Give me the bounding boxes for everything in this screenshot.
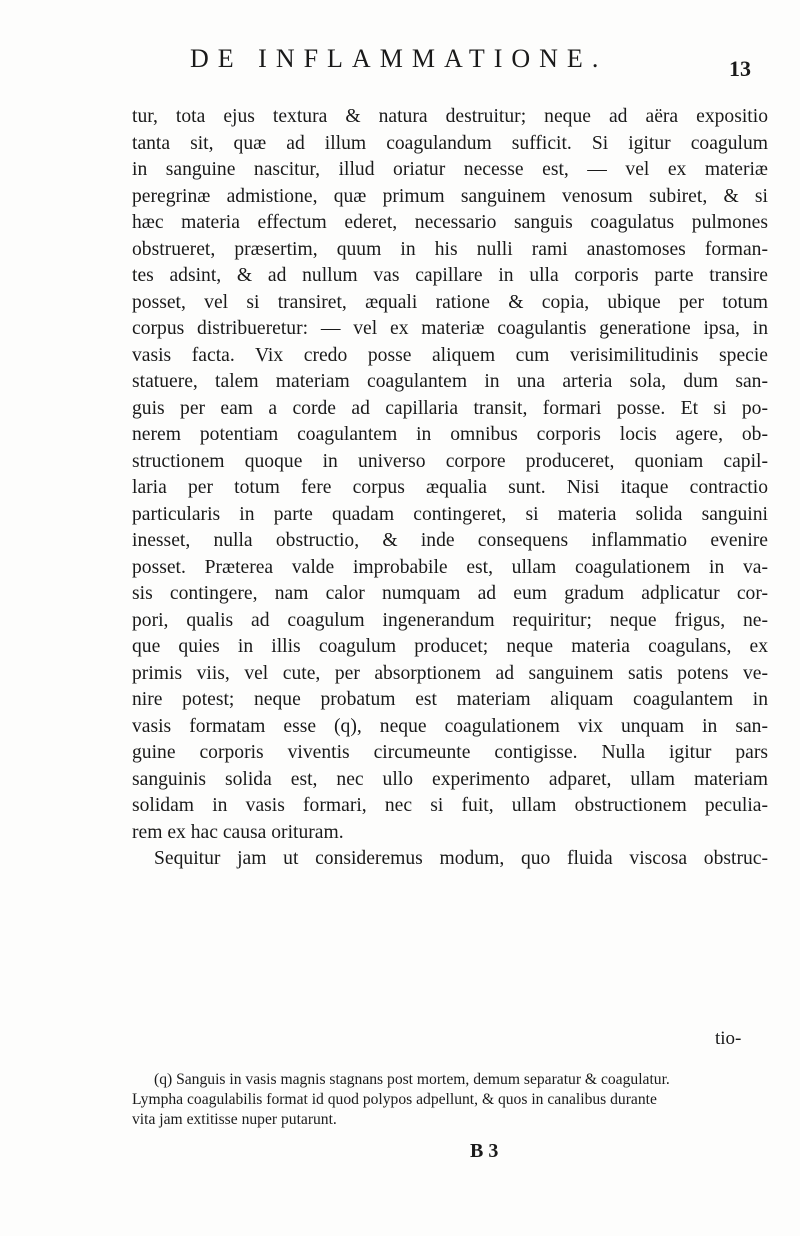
text-line: nerem potentiam coagulantem in omnibus corporis locis agere, ob- xyxy=(132,424,768,445)
text-line: peregrinæ admistione, quæ primum sanguinem venosum subiret, & si xyxy=(132,185,768,207)
text-line: statuere, talem materiam coagulantem in una arteria sola, dum san- xyxy=(132,371,768,392)
text-line: obstrueret, præsertim, quum in his nulli rami anastomoses forman- xyxy=(132,238,768,260)
text-line: inesset, nulla obstructio, & inde consequens inflammatio evenire xyxy=(132,530,768,551)
signature-mark: B 3 xyxy=(470,1140,499,1162)
text-line: posset. Præterea valde improbabile est, ullam coagulationem in va- xyxy=(132,556,768,578)
text-line: nire potest; neque probatum est materiam aliquam coagulantem in xyxy=(132,689,768,710)
text-line: sis contingere, nam calor numquam ad eum gradum adplicatur cor- xyxy=(132,583,768,604)
text-line: guis per eam a corde ad capillaria transit, formari posse. Et si po- xyxy=(132,397,768,419)
text-line: structionem quoque in universo corpore produceret, quoniam capil- xyxy=(132,450,768,472)
text-line: vasis facta. Vix credo posse aliquem cum verisimilitudinis specie xyxy=(132,344,768,366)
text-line: in sanguine nascitur, illud oriatur necesse est, — vel ex materiæ xyxy=(132,159,768,180)
text-line: corpus distribueretur: — vel ex materiæ coagulantis generatione ipsa, in xyxy=(132,318,768,339)
text-line: laria per totum fere corpus æqualia sunt. Nisi itaque contractio xyxy=(132,477,768,498)
text-line: guine corporis viventis circumeunte contigisse. Nulla igitur pars xyxy=(132,742,768,763)
footnote-line: (q) Sanguis in vasis magnis stagnans post mortem, demum separatur & coagulatur. xyxy=(154,1071,670,1088)
text-line: solidam in vasis formari, nec si fuit, ullam obstructionem peculia- xyxy=(132,795,768,816)
text-line: rem ex hac causa orituram. xyxy=(132,821,344,843)
text-line: que quies in illis coagulum producet; neque materia coagulans, ex xyxy=(132,636,768,657)
text-line: vasis formatam esse (q), neque coagulationem vix unquam in san- xyxy=(132,715,768,737)
page-number: 13 xyxy=(729,56,751,81)
text-line: Sequitur jam ut consideremus modum, quo fluida viscosa obstruc- xyxy=(154,848,768,869)
running-title: DE INFLAMMATIONE. xyxy=(190,44,608,73)
text-line: pori, qualis ad coagulum ingenerandum requiritur; neque frigus, ne- xyxy=(132,609,768,631)
main-text xyxy=(132,104,768,873)
footnote xyxy=(132,1070,768,1130)
footnote-line: Lympha coagulabilis format id quod polypos adpellunt, & quos in canalibus durante xyxy=(132,1091,657,1108)
text-line: tes adsint, & ad nullum vas capillare in ulla corporis parte transire xyxy=(132,265,768,286)
footnote-line: vita jam extitisse nuper putarunt. xyxy=(132,1111,337,1128)
text-line: tanta sit, quæ ad illum coagulandum sufficit. Si igitur coagulum xyxy=(132,132,768,154)
text-line: primis viis, vel cute, per absorptionem ad sanguinem satis potens ve- xyxy=(132,662,768,684)
catchword: tio- xyxy=(715,1028,742,1049)
text-line: posset, vel si transiret, æquali ratione & copia, ubique per totum xyxy=(132,291,768,313)
text-line: tur, tota ejus textura & natura destruitur; neque ad aëra expositio xyxy=(132,106,768,127)
text-line: hæc materia effectum ederet, necessario sanguis coagulatus pulmones xyxy=(132,212,768,233)
text-line: particularis in parte quadam contingeret, si materia solida sanguini xyxy=(132,503,768,525)
text-line: sanguinis solida est, nec ullo experimento adparet, ullam materiam xyxy=(132,768,768,790)
